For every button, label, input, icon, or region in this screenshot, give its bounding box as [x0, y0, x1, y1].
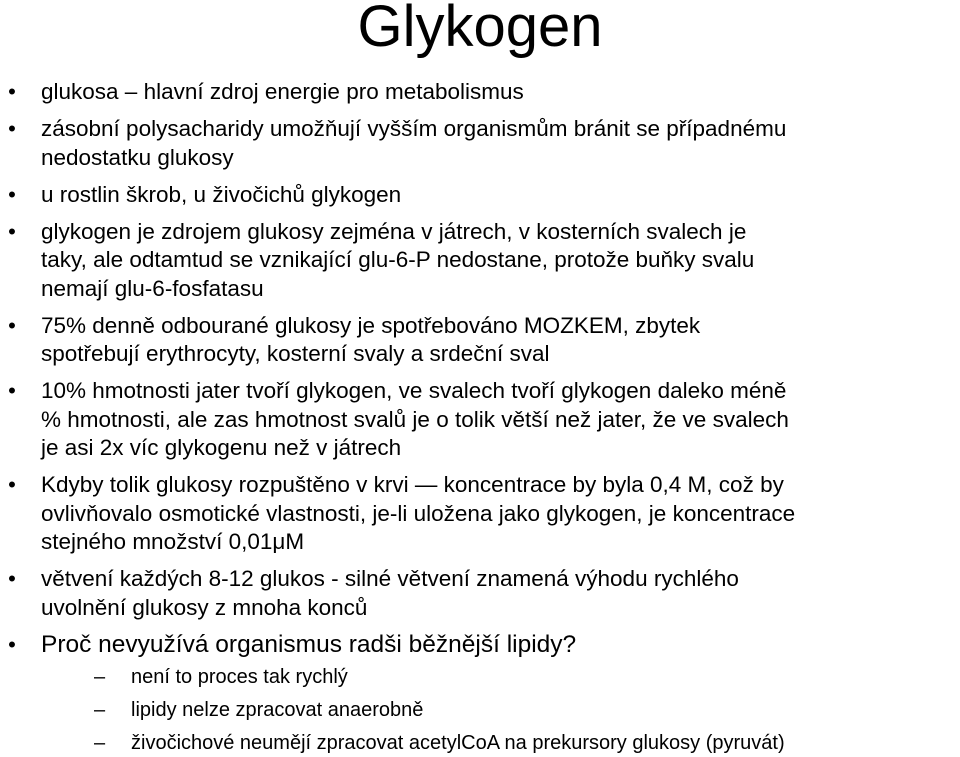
- bullet-dot-icon: •: [5, 115, 19, 144]
- dash-icon: –: [94, 730, 105, 757]
- bullet-item: [0, 218, 960, 304]
- bullet-item: [0, 377, 960, 463]
- bullet-item: [0, 115, 960, 172]
- sub-bullet-item: [41, 697, 960, 724]
- sub-bullet-text: lipidy nelze zpracovat anaerobně: [131, 699, 423, 721]
- bullet-text: spotřebují erythrocyty, kosterní svaly a srdeční sval: [41, 340, 960, 369]
- bullet-item: [0, 181, 960, 210]
- sub-bullet-item: [41, 730, 960, 757]
- bullet-text: % hmotnosti, ale zas hmotnost svalů je o tolik větší než jater, že ve svalech: [41, 406, 960, 435]
- bullet-text: Kdyby tolik glukosy rozpuštěno v krvi — koncentrace by byla 0,4 M, což by: [41, 471, 960, 500]
- bullet-list: [0, 78, 960, 757]
- sub-bullet-text: živočichové neumějí zpracovat acetylCoA na prekursory glukosy (pyruvát): [131, 732, 785, 754]
- dash-icon: –: [94, 697, 105, 724]
- bullet-item: [0, 78, 960, 107]
- bullet-text: nedostatku glukosy: [41, 144, 960, 173]
- bullet-text: nemají glu-6-fosfatasu: [41, 275, 960, 304]
- bullet-text: Proč nevyužívá organismus radši běžnější lipidy?: [41, 631, 960, 660]
- bullet-dot-icon: •: [5, 565, 19, 594]
- bullet-text: u rostlin škrob, u živočichů glykogen: [41, 181, 960, 210]
- bullet-dot-icon: •: [5, 181, 19, 210]
- bullet-dot-icon: •: [5, 78, 19, 107]
- bullet-text: glukosa – hlavní zdroj energie pro metabolismus: [41, 78, 960, 107]
- bullet-text: větvení každých 8-12 glukos - silné větvení znamená výhodu rychlého: [41, 565, 960, 594]
- bullet-dot-icon: •: [5, 631, 19, 660]
- slide-title: Glykogen: [0, 0, 960, 62]
- sub-bullet-list: [41, 664, 960, 757]
- bullet-item: [0, 565, 960, 622]
- bullet-text: taky, ale odtamtud se vznikající glu-6-P nedostane, protože buňky svalu: [41, 246, 960, 275]
- bullet-text: zásobní polysacharidy umožňují vyšším organismům bránit se případnému: [41, 115, 960, 144]
- bullet-item-question: [0, 631, 960, 757]
- bullet-dot-icon: •: [5, 218, 19, 247]
- dash-icon: –: [94, 664, 105, 691]
- bullet-text: uvolnění glukosy z mnoha konců: [41, 594, 960, 623]
- bullet-dot-icon: •: [5, 377, 19, 406]
- bullet-text: ovlivňovalo osmotické vlastnosti, je-li uložena jako glykogen, je koncentrace: [41, 500, 960, 529]
- sub-bullet-item: [41, 664, 960, 691]
- sub-bullet-text: není to proces tak rychlý: [131, 666, 348, 688]
- bullet-text: 75% denně odbourané glukosy je spotřebováno MOZKEM, zbytek: [41, 312, 960, 341]
- bullet-text: je asi 2x víc glykogenu než v játrech: [41, 434, 960, 463]
- bullet-dot-icon: •: [5, 471, 19, 500]
- bullet-item: [0, 312, 960, 369]
- bullet-text: stejného množství 0,01μM: [41, 528, 960, 557]
- bullet-text: 10% hmotnosti jater tvoří glykogen, ve svalech tvoří glykogen daleko méně: [41, 377, 960, 406]
- bullet-text: glykogen je zdrojem glukosy zejména v játrech, v kosterních svalech je: [41, 218, 960, 247]
- bullet-dot-icon: •: [5, 312, 19, 341]
- bullet-item: [0, 471, 960, 557]
